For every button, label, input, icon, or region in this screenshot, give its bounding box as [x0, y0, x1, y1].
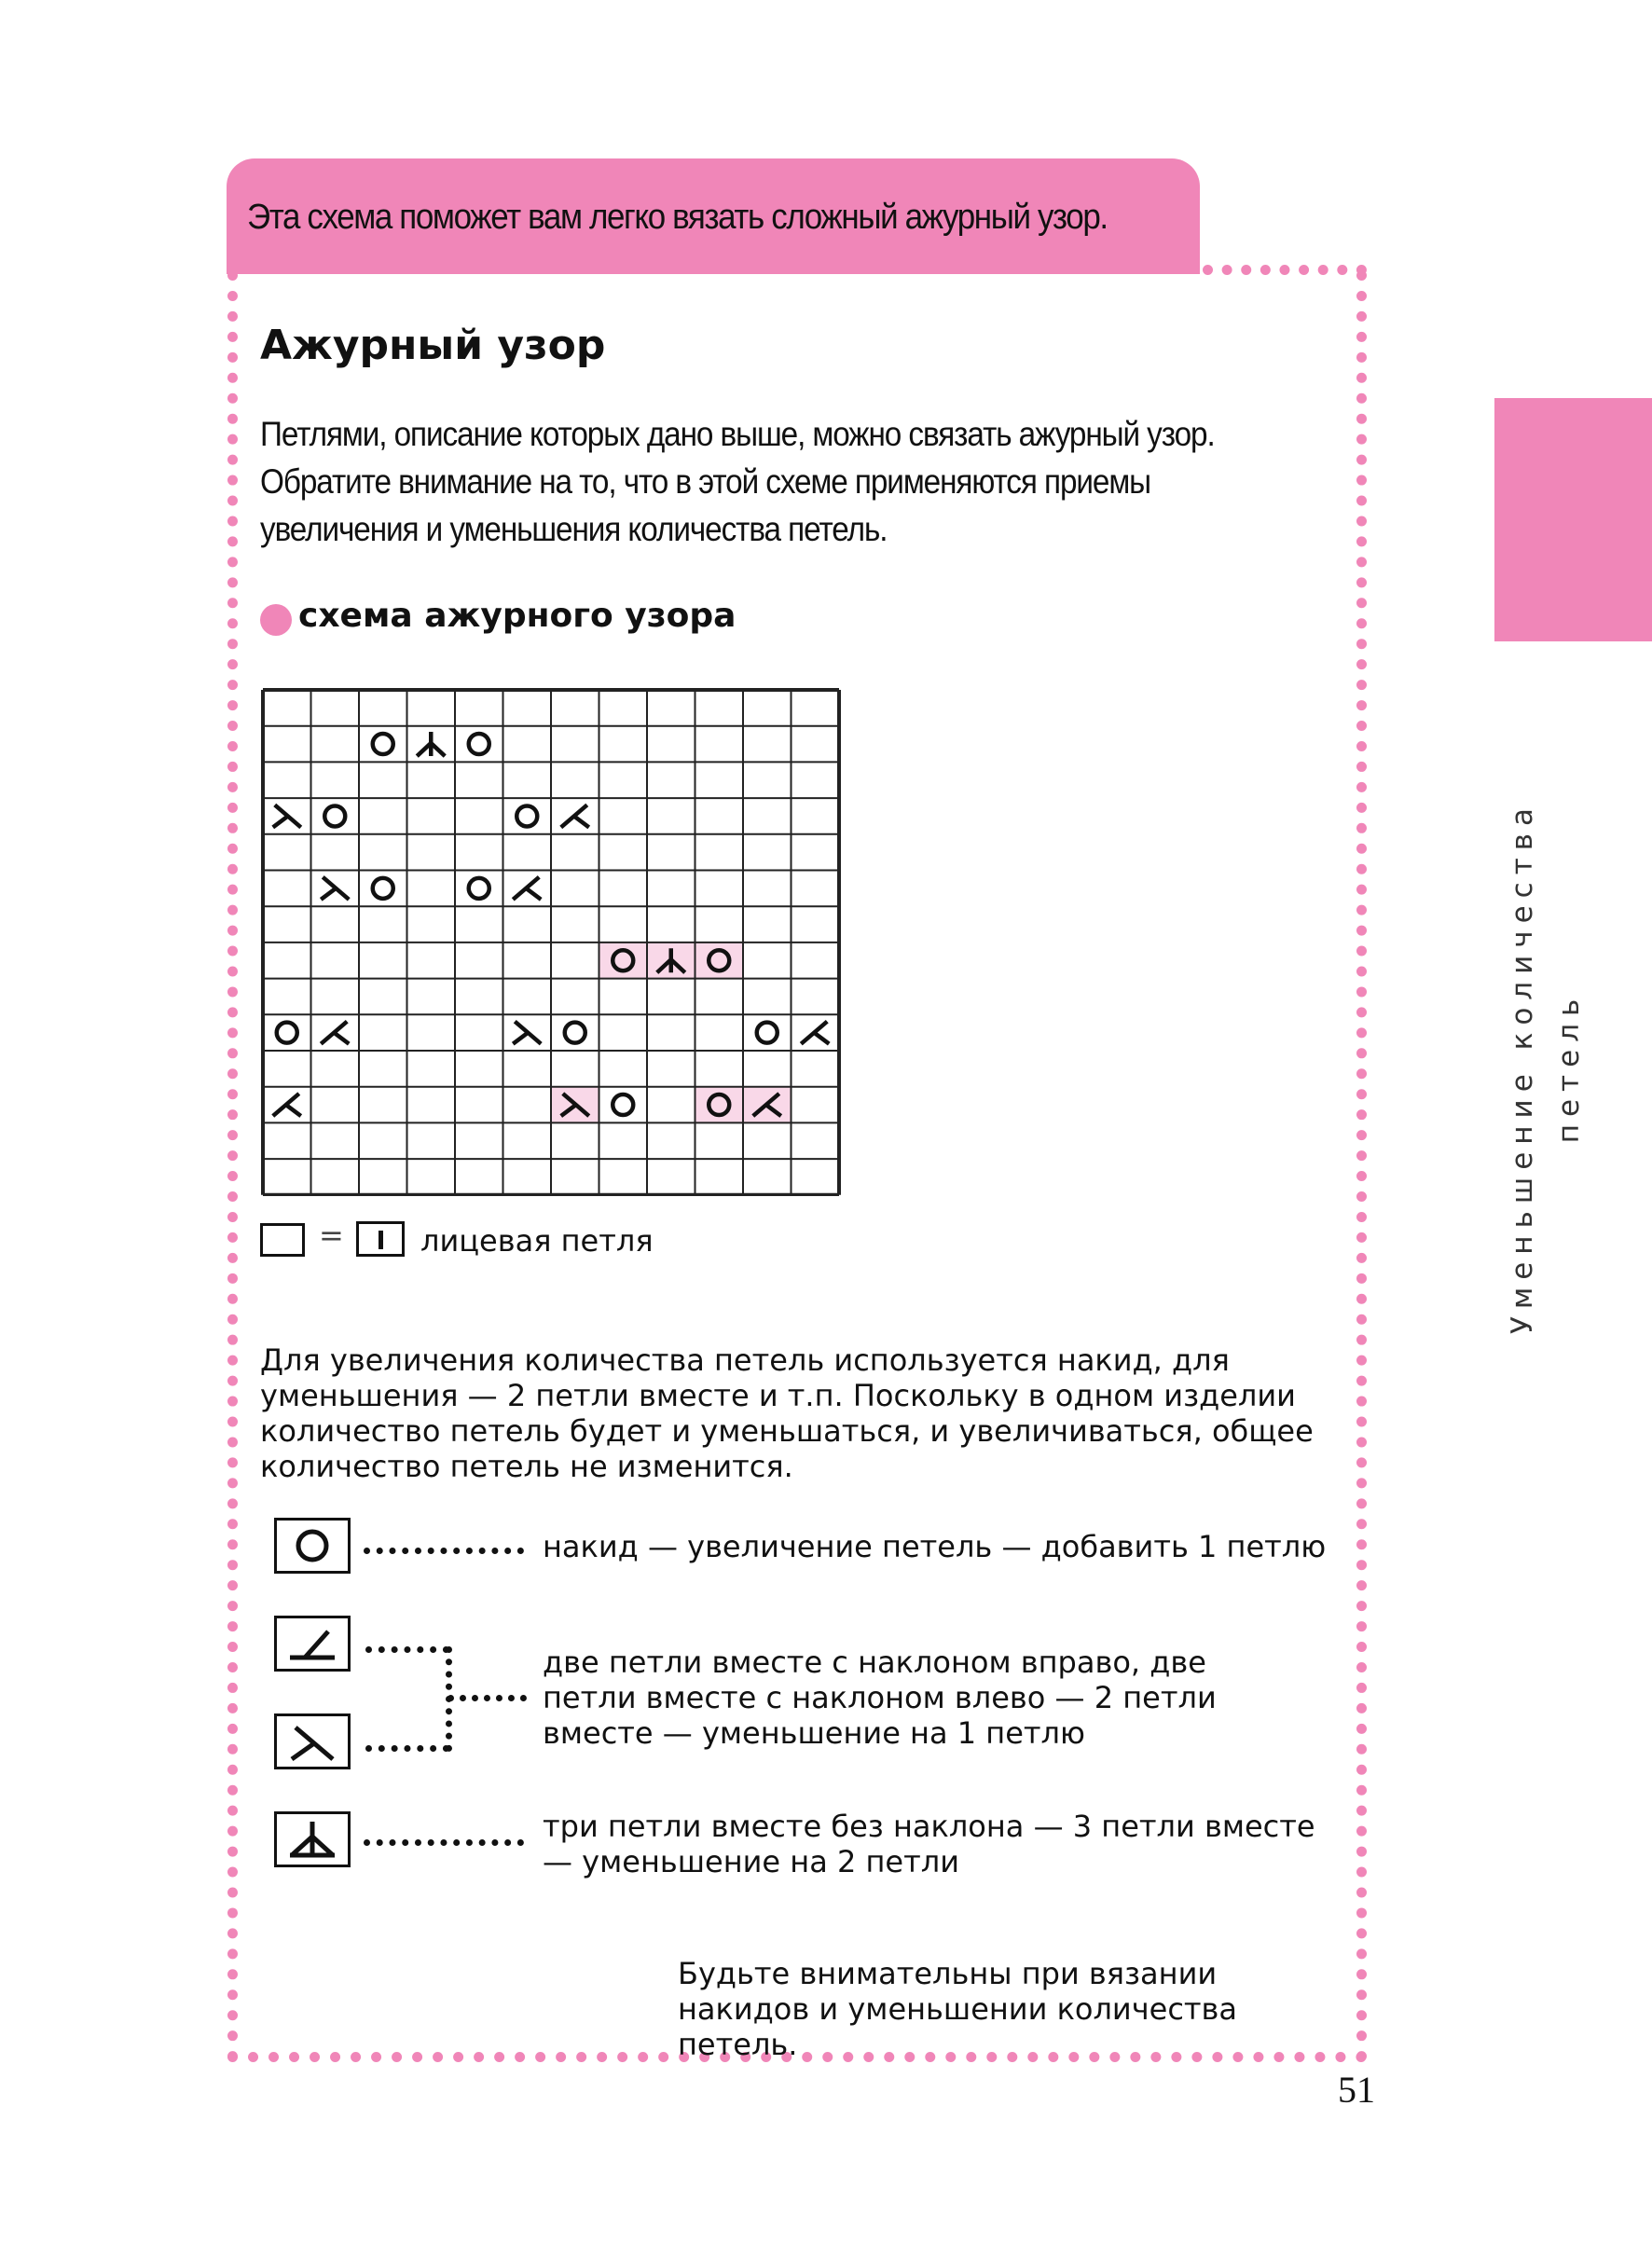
leader-dots [447, 1695, 527, 1701]
intro-text: Петлями, описание которых дано выше, можно связать ажурный узор. Обратите внимание на то, что в этой схеме применяются приемы увеличения и уменьшения количества петель. [260, 415, 1215, 548]
note-text: Будьте внимательны при вязании накидов и уменьшении количества петель. [678, 1956, 1238, 2062]
yarn-over-symbol [565, 1023, 585, 1043]
two-together-left-icon [274, 1713, 351, 1769]
yarn-over-symbol [757, 1023, 778, 1043]
yarn-over-text: накид — увеличение петель — добавить 1 петлю [543, 1529, 1327, 1564]
highlight-cell [695, 943, 744, 979]
yarn-over-symbol [516, 805, 537, 826]
stitch-chart [260, 687, 842, 1196]
explanation-paragraph: Для увеличения количества петель используется накид, для уменьшения — 2 петли вместе и т.п. Поскольку в одном изделии количество петель будет и уменьшаться, и увеличиваться, общее количество петель не изменится. [260, 1342, 1314, 1484]
right-slant-symbol [513, 877, 541, 900]
knit-stitch-icon [356, 1221, 405, 1257]
yarn-over-symbol [469, 734, 489, 754]
yarn-over-symbol [373, 734, 393, 754]
two-together-right-icon [274, 1616, 351, 1672]
yarn-over-symbol [324, 805, 345, 826]
leader-dots [365, 1745, 449, 1752]
side-tab [1494, 398, 1652, 641]
right-slant-symbol [273, 1094, 301, 1116]
leader-dots [364, 1839, 524, 1846]
empty-cell-icon [260, 1223, 305, 1257]
dotted-frame-top [1203, 265, 1367, 275]
yarn-over-symbol [469, 878, 489, 899]
leader-dots [365, 1646, 449, 1653]
legend-equals: = [319, 1218, 344, 1253]
two-together-text: две петли вместе с наклоном вправо, две петли вместе с наклоном влево — 2 петли вместе — уменьшение на 1 петлю [543, 1645, 1217, 1751]
yarn-over-symbol [277, 1023, 297, 1043]
left-slant-symbol [273, 805, 301, 827]
left-slant-symbol [321, 877, 349, 900]
banner-text: Эта схема поможет вам легко вязать сложный ажурный узор. [247, 198, 1108, 237]
right-slant-symbol [561, 805, 589, 827]
side-label: Уменьшение количества петель [1506, 800, 1586, 1335]
highlight-cell [695, 1087, 744, 1123]
right-slant-symbol [801, 1022, 829, 1044]
right-slant-symbol [321, 1022, 349, 1044]
section-title: Ажурный узор [260, 322, 606, 369]
leader-dots [364, 1548, 524, 1554]
yarn-over-icon [274, 1518, 351, 1574]
yarn-over-symbol [373, 878, 393, 899]
highlight-cell [599, 943, 648, 979]
bullet-icon [260, 604, 292, 636]
three-together-text: три петли вместе без наклона — 3 петли вместе — уменьшение на 2 петли [543, 1809, 1315, 1879]
three-together-symbol [417, 732, 445, 756]
yarn-over-symbol [613, 1094, 633, 1115]
chart-title: схема ажурного узора [298, 597, 737, 635]
legend-text: лицевая петля [420, 1223, 654, 1259]
three-together-icon [274, 1811, 351, 1867]
left-slant-symbol [513, 1022, 541, 1044]
page-number: 51 [1338, 2069, 1375, 2111]
